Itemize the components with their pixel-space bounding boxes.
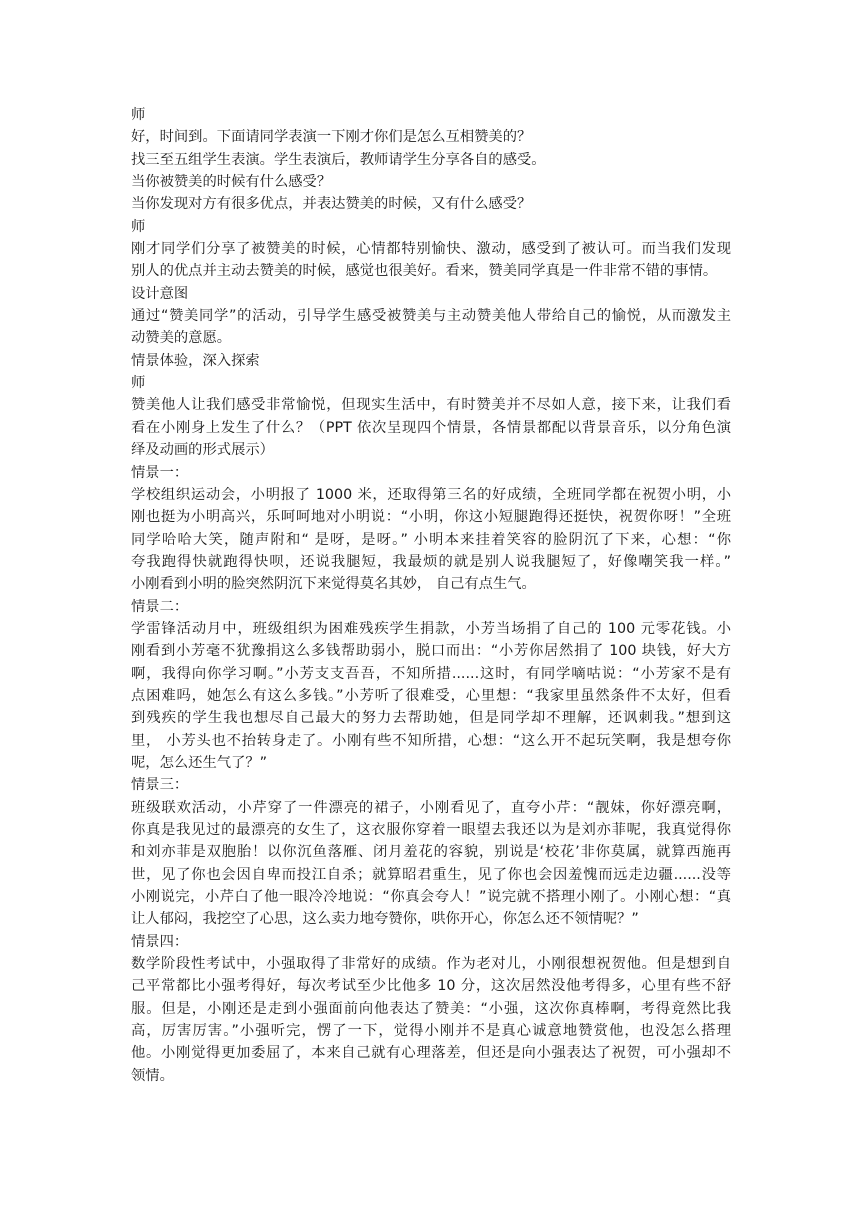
text-line: 找三至五组学生表演。学生表演后，教师请学生分享各自的感受。 <box>131 151 546 168</box>
text-line: 师 <box>131 107 146 123</box>
text-line: 师 <box>131 218 146 235</box>
text-line: 他。小刚觉得更加委屈了，本来自己就有心理落差，但还是向小强表达了祝贺，可小强却不 <box>131 1045 731 1062</box>
paragraph <box>131 931 731 953</box>
text-line: 呢，怎么还生气了？” <box>131 754 268 771</box>
paragraph <box>131 596 731 618</box>
text-line: 己平常都比小强考得好，每次考试至少比他多 10 分，这次居然没他考得多，心里有些不舒 <box>131 978 731 995</box>
text-line: 领情。 <box>131 1067 174 1084</box>
text-line: 师 <box>131 375 146 392</box>
text-line: 到残疾的学生我也想尽自己最大的努力去帮助她，但是同学却不理解，还讽刺我。”想到这 <box>131 710 731 727</box>
paragraph <box>131 283 731 305</box>
text-line: 当你被赞美的时候有什么感受？ <box>131 174 332 191</box>
text-line: 啊，我得向你学习啊。”小芳支支吾吾，不知所措......这时，有同学嘀咕说：“小芳家不是有 <box>131 665 731 682</box>
paragraph <box>131 193 731 215</box>
text-line: 世，见了你也会因自卑而投江自杀；就算昭君重生，见了你也会因羞愧而远走边疆......没等 <box>131 866 731 883</box>
text-line: 你真是我见过的最漂亮的女生了，这衣服你穿着一眼望去我还以为是刘亦菲呢，我真觉得你 <box>131 822 731 838</box>
text-line: 刚看到小芳毫不犹豫捐这么多钱帮助弱小，脱口而出：“小芳你居然捐了 100 块钱，好大方 <box>131 643 731 660</box>
text-line: 赞美他人让我们感受非常愉悦，但现实生活中，有时赞美并不尽如人意，接下来，让我们看 <box>131 397 731 414</box>
text-line: 学校组织运动会，小明报了 1000 米，还取得第三名的好成绩，全班同学都在祝贺小明，小 <box>131 486 731 503</box>
text-line: 情景体验，深入探索 <box>131 352 260 369</box>
text-line: 让人郁闷，我挖空了心思，这么卖力地夸赞你，哄你开心，你怎么还不领情呢？” <box>131 911 639 928</box>
text-line: 服。但是，小刚还是走到小强面前向他表达了赞美：“小强，这次你真棒啊，考得竟然比我 <box>131 1000 731 1017</box>
paragraph <box>131 305 731 350</box>
text-line: 刚才同学们分享了被赞美的时候，心情都特别愉快、激动，感受到了被认可。而当我们发现 <box>131 241 731 258</box>
text-line: 小刚看到小明的脸突然阴沉下来觉得莫名其妙， 自己有点生气。 <box>131 576 536 593</box>
text-line: 动赞美的意愿。 <box>131 330 232 347</box>
text-line: 好，时间到。下面请同学表演一下刚才你们是怎么互相赞美的？ <box>131 129 532 146</box>
text-line: 学雷锋活动月中，班级组织为困难残疾学生捐款，小芳当场捐了自己的 100 元零花钱。小 <box>131 620 731 637</box>
paragraph <box>131 774 731 796</box>
text-line: 通过“赞美同学”的活动，引导学生感受被赞美与主动赞美他人带给自己的愉悦，从而激发主 <box>131 308 731 325</box>
text-line: 情景三： <box>131 777 189 794</box>
paragraph <box>131 618 731 774</box>
paragraph <box>131 216 731 238</box>
text-line: 同学哈哈大笑，随声附和“ 是呀，是呀。” 小明本来挂着笑容的脸阴沉了下来，心想：“你 <box>131 531 731 548</box>
text-line: 情景四： <box>131 933 189 950</box>
paragraph <box>131 149 731 171</box>
paragraph <box>131 350 731 372</box>
paragraph <box>131 484 731 596</box>
paragraph <box>131 372 731 394</box>
text-line: 数学阶段性考试中，小强取得了非常好的成绩。作为老对儿，小刚很想祝贺他。但是想到自 <box>131 956 731 973</box>
paragraph <box>131 126 731 148</box>
text-line: 情景二： <box>131 598 189 615</box>
document-body <box>131 104 731 1087</box>
text-line: 小刚说完，小芹白了他一眼冷冷地说：“你真会夸人！”说完就不搭理小刚了。小刚心想：“真 <box>131 889 731 906</box>
paragraph <box>131 953 731 1087</box>
text-line: 情景一： <box>131 464 189 481</box>
paragraph <box>131 394 731 461</box>
text-line: 看在小刚身上发生了什么？（PPT 依次呈现四个情景，各情景都配以背景音乐，以分角色演 <box>131 419 731 436</box>
text-line: 里， 小芳头也不抬转身走了。小刚有些不知所措，心想：“这么开不起玩笑啊，我是想夸你 <box>131 732 731 749</box>
text-line: 别人的优点并主动去赞美的时候，感觉也很美好。看来，赞美同学真是一件非常不错的事情。 <box>131 263 718 280</box>
paragraph <box>131 104 731 126</box>
paragraph <box>131 797 731 931</box>
paragraph <box>131 171 731 193</box>
text-line: 刚也挺为小明高兴，乐呵呵地对小明说：“小明，你这小短腿跑得还挺快，祝贺你呀！”全班 <box>131 509 731 526</box>
text-line: 高，厉害厉害。”小强听完，愣了一下，觉得小刚并不是真心诚意地赞赏他，也没怎么搭理 <box>131 1023 731 1040</box>
text-line: 夸我跑得快就跑得快呗，还说我腿短，我最烦的就是别人说我腿短了，好像嘲笑我一样。” <box>131 553 731 570</box>
paragraph <box>131 238 731 283</box>
paragraph <box>131 462 731 484</box>
text-line: 设计意图 <box>131 285 189 302</box>
text-line: 班级联欢活动，小芹穿了一件漂亮的裙子，小刚看见了，直夸小芹：“靓妹，你好漂亮啊， <box>131 799 731 816</box>
text-line: 当你发现对方有很多优点，并表达赞美的时候，又有什么感受？ <box>131 196 532 213</box>
text-line: 绎及动画的形式展示） <box>131 442 274 459</box>
text-line: 和刘亦菲是双胞胎！以你沉鱼落雁、闭月羞花的容貌，别说是‘校花’非你莫属，就算西施再 <box>131 844 731 861</box>
text-line: 点困难吗，她怎么有这么多钱。”小芳听了很难受，心里想：“我家里虽然条件不太好，但看 <box>131 687 731 704</box>
